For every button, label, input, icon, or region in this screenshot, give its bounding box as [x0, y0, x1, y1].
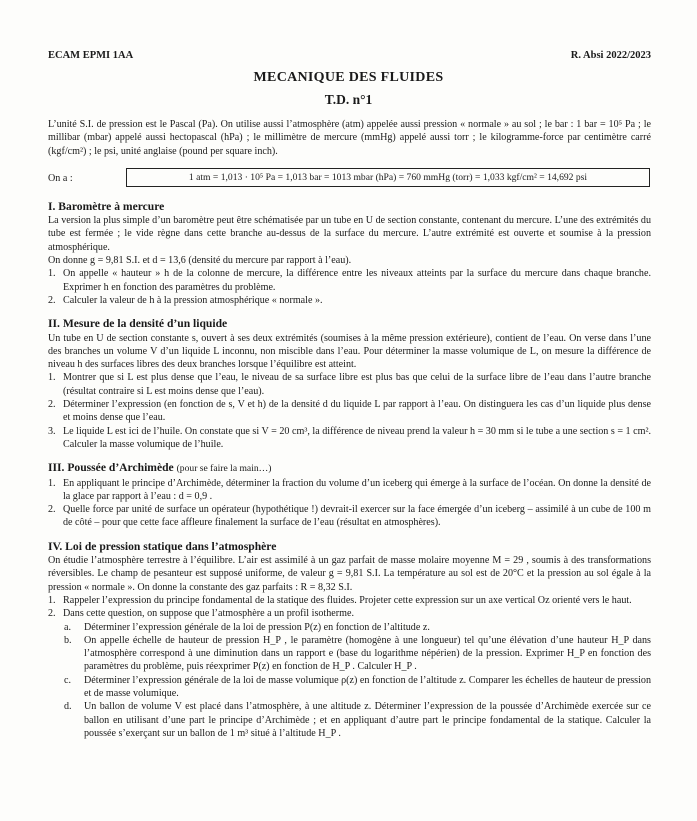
- page-header: [48, 50, 651, 64]
- document-title: MECANIQUE DES FLUIDES: [253, 70, 444, 85]
- subquestion-letter: a.: [64, 621, 72, 633]
- section-3-title-text: III. Poussée d’Archimède: [48, 461, 174, 475]
- header-author-year: R. Absi 2022/2023: [570, 50, 651, 61]
- section-3-question-1: [48, 477, 651, 504]
- section-1-question-1: [48, 267, 651, 294]
- section-3-title-note: (pour se faire la main…): [176, 463, 272, 475]
- document-body: [48, 118, 651, 740]
- subquestion-letter: c.: [64, 674, 72, 686]
- document-subtitle: T.D. n°1: [324, 92, 373, 107]
- question-number: 3.: [48, 425, 56, 437]
- subquestion-text: Un ballon de volume V est placé dans l’atmosphère, à une altitude z. Déterminer l’expression de la poussée d’Archimède exercée sur ce ballon en utilisant d’une part le principe d’Archimède ; et en appliquant d’autre part le principe fondamental de la statique. Calculer la poussée s’exerçant sur un ballon de 1 m³ situé à l’altitude H_P .: [84, 701, 651, 739]
- question-number: 1.: [48, 477, 56, 489]
- question-text: En appliquant le principe d’Archimède, déterminer la fraction du volume d’un iceberg qui émerge à la surface de l’océan. On donne la densité de la glace par rapport à l’eau : d = 0,9 .: [63, 477, 651, 502]
- question-number: 1.: [48, 268, 56, 280]
- section-3-title: [48, 461, 651, 475]
- section-4-subquestion-a: [48, 621, 651, 634]
- section-2-paragraph: Un tube en U de section constante s, ouvert à ses deux extrémités (soumises à la même pression extérieure), contient de l’eau. On verse dans l’une des branches un volume V d’un liquide L inconnu, non miscible dans l’eau. Pour déterminer la masse volumique de L, on mesure la différence de niveau h des surfaces libres des deux branches lorsque l’équilibre est atteint.: [48, 332, 651, 371]
- section-1-title: I. Baromètre à mercure: [48, 199, 165, 213]
- subquestion-text: On appelle échelle de hauteur de pression H_P , le paramètre (homogène à une longueur) tel qu’une élévation d’une hauteur H_P dans l’atmosphère correspond à une diminution dans un rapport e (base du logarithme népérien) de la pression. Exprimer H_P en fonction des paramètres du problème, puis réexprimer P(z) en fonction de H_P . Calculer H_P .: [84, 634, 651, 673]
- section-2-question-3: [48, 425, 651, 452]
- intro-paragraph: L’unité S.I. de pression est le Pascal (Pa). On utilise aussi l’atmosphère (atm) appelée aussi pression « normale » au sol ; le bar : 1 bar = 10⁵ Pa ; le millibar (mbar) appelé aussi hectopascal (hPa) ; le millimètre de mercure (mmHg) appelé aussi torr ; le kilogramme-force par centimètre carré (kgf/cm²) ; le psi, unité anglaise (pound per square inch).: [48, 119, 651, 157]
- section-4-subquestion-c: [48, 674, 651, 701]
- question-text: Montrer que si L est plus dense que l’eau, le niveau de sa surface libre est plus bas que celui de la surface libre de l’eau dans l’autre branche (résultat contraire si L est moins dense que l’eau).: [63, 372, 651, 397]
- section-1-paragraph: La version la plus simple d’un baromètre peut être schématisée par un tube en U de section constante, contenant du mercure. L’une des extrémités du tube est fermée ; le vide règne dans cette branche au-dessus de la surface du mercure. L’autre extrémité est ouverte et soumise à la pression atmosphérique.: [48, 215, 651, 253]
- section-4-question-1: [48, 594, 651, 607]
- question-number: 1.: [48, 372, 56, 384]
- question-text: Le liquide L est ici de l’huile. On constate que si V = 20 cm³, la différence de niveau prend la valeur h = 30 mm si le tube a une section s = 1 cm². Calculer la masse volumique de l’huile.: [63, 425, 651, 450]
- on-a-label: On a :: [48, 172, 73, 184]
- section-1-given: On donne g = 9,81 S.I. et d = 13,6 (densité du mercure par rapport à l’eau).: [48, 255, 352, 267]
- section-2-question-2: [48, 398, 651, 425]
- subquestion-letter: b.: [64, 634, 72, 646]
- question-text: Rappeler l’expression du principe fondamental de la statique des fluides. Projeter cette expression sur un axe vertical Oz orienté vers le haut.: [63, 594, 632, 606]
- section-3-question-2: [48, 503, 651, 530]
- question-text: Quelle force par unité de surface un opérateur (hypothétique !) devrait-il exercer sur la face émergée d’un iceberg – assimilé à un cube de 100 m de côté – pour que cette face affleure finalement la surface de l’eau (résultat en atmosphères).: [63, 504, 651, 529]
- section-4-title: IV. Loi de pression statique dans l’atmosphère: [48, 539, 277, 553]
- section-4-subquestion-d: [48, 700, 651, 740]
- question-text: On appelle « hauteur » h de la colonne de mercure, la différence entre les niveaux atteints par la surface du mercure dans chaque branche. Exprimer h en fonction des paramètres du problème.: [63, 268, 651, 293]
- section-1-question-2: [48, 294, 651, 307]
- subquestion-text: Déterminer l’expression générale de la loi de pression P(z) en fonction de l’altitude z.: [84, 621, 430, 633]
- question-text: Calculer la valeur de h à la pression atmosphérique « normale ».: [63, 294, 323, 306]
- section-2-title: II. Mesure de la densité d’un liquide: [48, 317, 228, 331]
- question-text: Dans cette question, on suppose que l’atmosphère a un profil isotherme.: [63, 608, 354, 620]
- question-number: 2.: [48, 608, 56, 620]
- units-equation-box: 1 atm = 1,013 · 10⁵ Pa = 1,013 bar = 1013 mbar (hPa) = 760 mmHg (torr) = 1,033 kgf/cm² = 14,692 psi: [126, 168, 650, 187]
- question-number: 2.: [48, 294, 56, 306]
- header-school: ECAM EPMI 1AA: [48, 50, 134, 61]
- question-number: 2.: [48, 399, 56, 411]
- question-number: 1.: [48, 594, 56, 606]
- question-number: 2.: [48, 504, 56, 516]
- subquestion-text: Déterminer l’expression générale de la loi de masse volumique ρ(z) en fonction de l’altitude z. Comparer les échelles de hauteur de pression et de masse volumique.: [84, 674, 651, 699]
- units-equation-row: [48, 168, 651, 190]
- section-4-subquestion-b: [48, 634, 651, 674]
- subquestion-letter: d.: [64, 701, 72, 713]
- section-2-question-1: [48, 371, 651, 398]
- question-text: Déterminer l’expression (en fonction de s, V et h) de la densité d du liquide L par rapport à l’eau. On distinguera les cas d’un liquide plus dense et moins dense que l’eau.: [63, 399, 651, 424]
- section-4-question-2: [48, 607, 651, 620]
- section-4-paragraph: On étudie l’atmosphère terrestre à l’équilibre. L’air est assimilé à un gaz parfait de masse molaire moyenne M = 29 , soumis à des transformations réversibles. Le champ de pesanteur est supposé uniforme, de valeur g = 9,81 S.I. La température au sol est de 20°C et la pression au sol égale à la pression « normale ». On donne la constante des gaz parfaits : R = 8,32 S.I.: [48, 555, 651, 593]
